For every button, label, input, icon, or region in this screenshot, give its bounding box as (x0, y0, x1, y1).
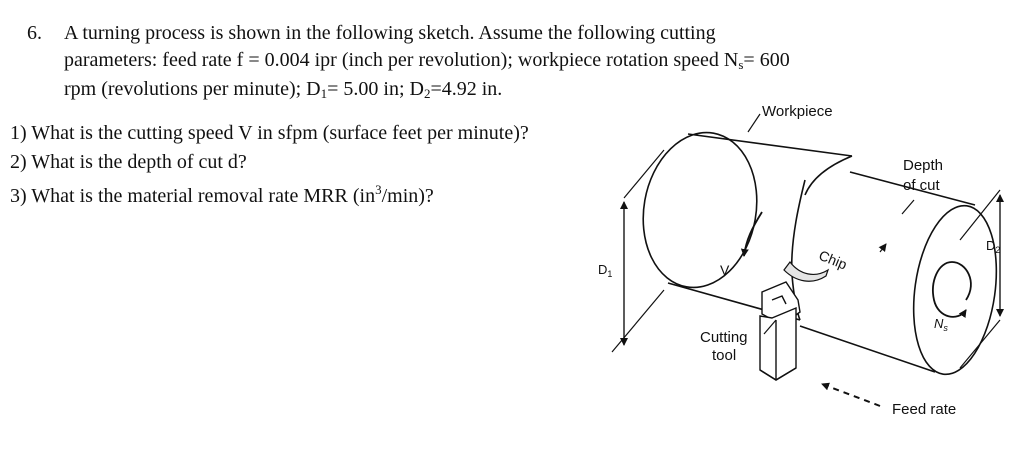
depth-leader (902, 200, 914, 214)
d1-letter: D (598, 262, 608, 277)
workpiece-leader (748, 114, 760, 132)
d2-subscript: 2 (423, 86, 431, 101)
workpiece-label: Workpiece (762, 103, 833, 120)
question-2: 2) What is the depth of cut d? (10, 151, 247, 173)
line3-text-3: =4.92 in. (430, 78, 503, 100)
chip-label: Chip (816, 246, 850, 273)
cubed-superscript: 3 (375, 182, 382, 197)
d1-label (598, 262, 612, 279)
problem-text-line-1: A turning process is shown in the following sketch. Assume the following cutting (64, 22, 716, 44)
line2-value: = 600 (743, 49, 790, 71)
q3-text: 3) What is the material removal rate MRR (in (10, 185, 376, 207)
v-label: V (720, 262, 730, 278)
ns-sub: s (943, 323, 948, 333)
d2-label (986, 238, 1000, 255)
chip-shape (784, 262, 828, 281)
ns-letter: N (934, 316, 944, 331)
line2-text: parameters: feed rate f = 0.004 ipr (inch per revolution); workpiece rotation speed N (64, 49, 739, 71)
depth-arrow-1 (880, 244, 886, 252)
ns-subscript: s (738, 57, 744, 72)
cutting-tool-label-line-2: tool (712, 347, 737, 364)
depth-label-line-1: Depth (903, 157, 944, 174)
line3-text-2: = 5.00 in; D (327, 78, 424, 100)
workpiece-large-cylinder (631, 123, 852, 320)
d1-sub: 1 (607, 269, 613, 279)
question-1: 1) What is the cutting speed V in sfpm (surface feet per minute)? (10, 122, 529, 144)
d2-letter: D (986, 238, 996, 253)
q3-text-2: /min)? (381, 185, 434, 207)
cutting-tool-label-line-1: Cutting (700, 329, 748, 346)
d2-sub: 2 (995, 245, 1001, 255)
feed-rate-arrow (822, 384, 880, 406)
line3-text: rpm (revolutions per minute); D (64, 78, 321, 100)
feed-rate-label: Feed rate (892, 401, 957, 418)
depth-label-line-2: of cut (903, 177, 940, 194)
d1-subscript: 1 (320, 86, 328, 101)
problem-number: 6. (27, 22, 42, 44)
